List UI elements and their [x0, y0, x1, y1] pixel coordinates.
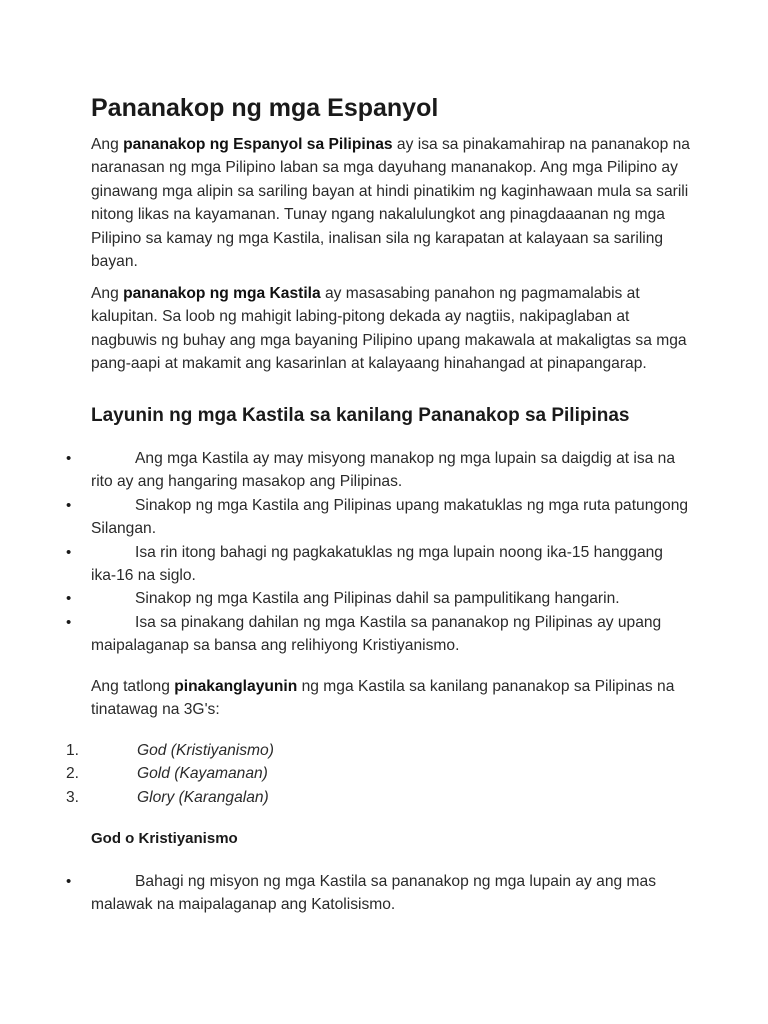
bullet-icon: • — [66, 590, 72, 608]
layunin-bullet-list — [0, 447, 768, 658]
list-item — [0, 739, 768, 762]
list-item-text: Gold (Kayamanan) — [137, 765, 268, 783]
paragraph-text: ay masasabing panahon ng pagmamalabis at kalupitan. Sa loob ng mahigit labing-pitong dekada ay nagtiis, nakipaglaban at nagbuwis ng buhay ang mga bayaning Pilipino upang makawala at makaligtas sa mga pang-aapi at makamit ang kasarinlan at kalayaang hinahangad at pinapangarap. — [91, 285, 687, 373]
list-item — [0, 870, 691, 917]
bullet-icon: • — [66, 496, 72, 514]
list-item-text: God (Kristiyanismo) — [137, 742, 274, 759]
god-bullet-list — [0, 870, 768, 917]
section-heading-layunin: Layunin ng mga Kastila sa kanilang Pananakop sa Pilipinas — [91, 405, 630, 426]
paragraph-lead: Ang tatlong — [91, 678, 175, 695]
paragraph-lead: Ang — [91, 136, 124, 153]
bullet-icon: • — [66, 613, 72, 631]
list-number: 2. — [66, 765, 80, 783]
list-item — [0, 541, 691, 588]
page-title: Pananakop ng mga Espanyol — [91, 94, 439, 122]
paragraph-text: ng mga Kastila sa kanilang pananakop sa Pilipinas na tinatawag na 3G's: — [91, 678, 675, 719]
list-number: 3. — [66, 788, 80, 806]
list-item — [0, 447, 691, 494]
list-item — [0, 786, 768, 809]
bullet-icon: • — [66, 873, 72, 890]
bullet-icon: • — [66, 543, 72, 561]
paragraph-text: ay isa sa pinakamahirap na pananakop na naranasan ng mga Pilipino laban sa mga dayuhang mananakop. Ang mga Pilipino ay ginawang mga alipin sa sariling bayan at hindi pinatikim ng kaginhawaan mula sa sarili nitong likas na kayamanan. Tunay ngang nakalulungkot ang pinagdaaanan ng mga Pilipino sa kamay ng mga Kastila, inalisan sila ng karapatan at kalayaan sa sariling bayan. — [91, 136, 690, 271]
three-g-numbered-list — [0, 739, 768, 809]
list-item-text: Isa rin itong bahagi ng pagkakatuklas ng mga lupain noong ika-15 hanggang ika-16 na siglo. — [91, 543, 663, 585]
paragraph-bold-term: pananakop ng mga Kastila — [123, 285, 321, 302]
list-item-text: Glory (Karangalan) — [137, 788, 269, 806]
list-item-text: Isa sa pinakang dahilan ng mga Kastila sa pananakop ng Pilipinas ay upang maipalaganap sa bansa ang relihiyong Kristiyanismo. — [91, 613, 662, 655]
paragraph-bold-term: pinakanglayunin — [174, 678, 298, 695]
list-item-text: Bahagi ng misyon ng mga Kastila sa pananakop ng mga lupain ay ang mas malawak na maipalaganap ang Katolisismo. — [91, 873, 656, 914]
paragraph-bold-term: pananakop ng Espanyol sa Pilipinas — [123, 136, 393, 153]
list-item — [0, 587, 691, 610]
list-item — [0, 494, 691, 541]
bullet-icon: • — [66, 450, 72, 467]
list-item-text: Sinakop ng mga Kastila ang Pilipinas dahil sa pampulitikang hangarin. — [135, 590, 620, 608]
intro-paragraph-2 — [91, 282, 691, 376]
three-g-intro-paragraph — [91, 675, 691, 722]
list-item-text: Ang mga Kastila ay may misyong manakop ng mga lupain sa daigdig at isa na rito ay ang hangaring masakop ang Pilipinas. — [91, 450, 676, 491]
subheading-god: God o Kristiyanismo — [91, 830, 238, 847]
intro-paragraph-1 — [91, 133, 691, 273]
list-item — [0, 611, 691, 658]
list-item-text: Sinakop ng mga Kastila ang Pilipinas upang makatuklas ng mga ruta patungong Silangan. — [91, 496, 689, 538]
list-number: 1. — [66, 742, 80, 759]
paragraph-lead: Ang — [91, 285, 124, 302]
list-item — [0, 762, 768, 785]
